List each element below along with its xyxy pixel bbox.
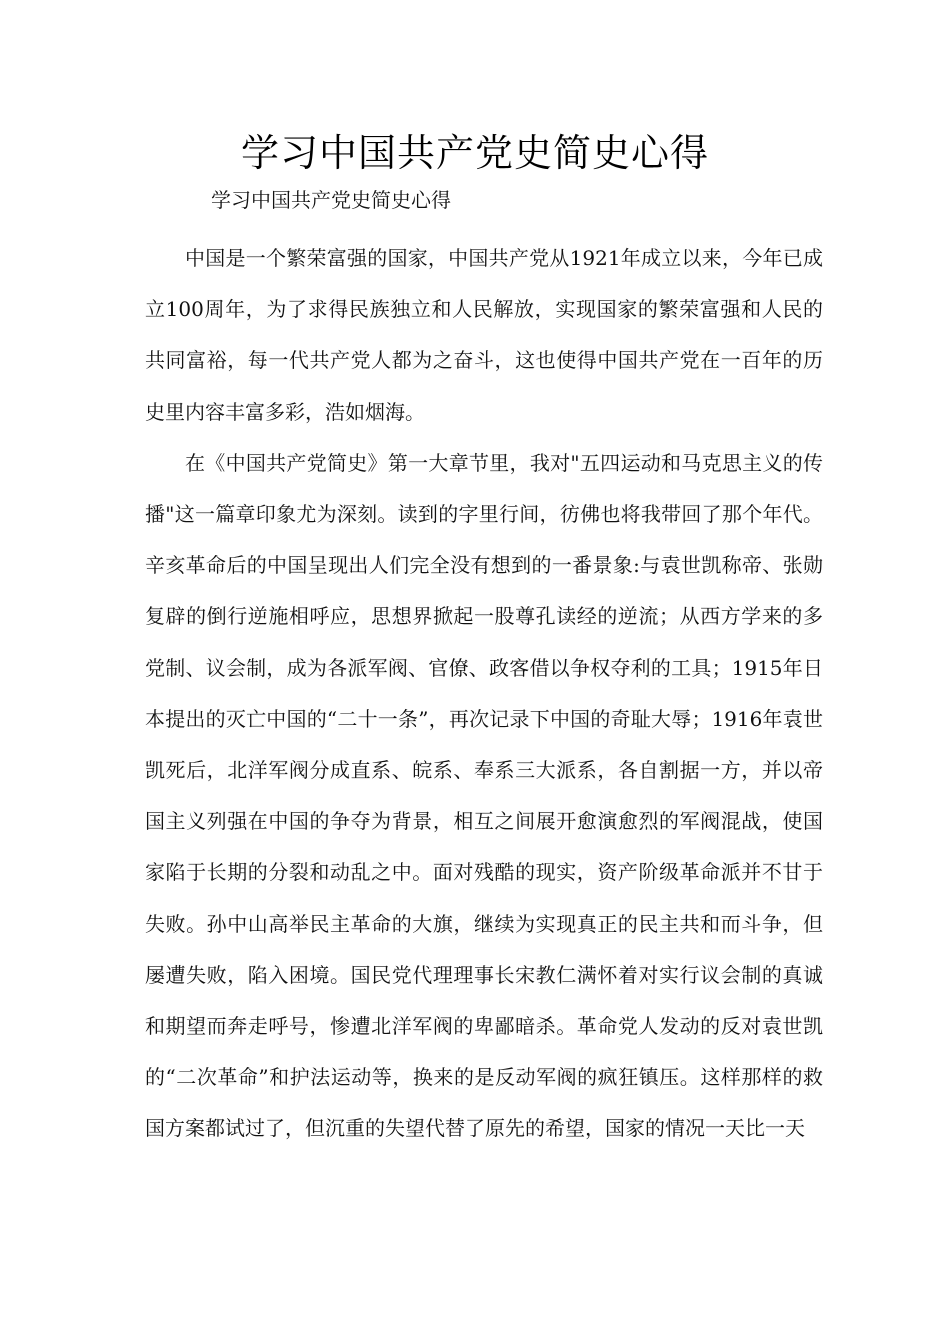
body-paragraph: 在《中国共产党简史》第一大章节里，我对"五四运动和马克思主义的传播"这一篇章印象尤为深刻。读到的字里行间，彷佛也将我带回了那个年代。辛亥革命后的中国呈现出人们完全没有想到的一番景象:与袁世凯称帝、张勋复辟的倒行逆施相呼应，思想界掀起一股尊孔读经的逆流；从西方学来的多党制、议会制，成为各派军阀、官僚、政客借以争权夺利的工具；1915年日本提出的灭亡中国的“二十一条”，再次记录下中国的奇耻大辱；1916年袁世凯死后，北洋军阀分成直系、皖系、奉系三大派系，各自割据一方，并以帝国主义列强在中国的争夺为背景，相互之间展开愈演愈烈的军阀混战，使国家陷于长期的分裂和动乱之中。面对残酷的现实，资产阶级革命派并不甘于失败。孙中山高举民主革命的大旗，继续为实现真正的民主共和而斗争，但屡遭失败，陷入困境。国民党代理理事长宋教仁满怀着对实行议会制的真诚和期望而奔走呼号，惨遭北洋军阀的卑鄙暗杀。革命党人发动的反对袁世凯的“二次革命”和护法运动等，换来的是反动军阀的疯狂镇压。这样那样的救国方案都试过了，但沉重的失望代替了原先的希望，国家的情况一天比一天 — [145, 450, 823, 1141]
document-subtitle: 学习中国共产党史简史心得 — [211, 188, 451, 212]
body-paragraph: 中国是一个繁荣富强的国家，中国共产党从1921年成立以来，今年已成立100周年，为了求得民族独立和人民解放，实现国家的繁荣富强和人民的共同富裕，每一代共产党人都为之奋斗，这也使得中国共产党在一百年的历史里内容丰富多彩，浩如烟海。 — [145, 246, 823, 424]
document-title: 学习中国共产党史简史心得 — [240, 131, 709, 175]
document-body — [145, 233, 823, 1155]
